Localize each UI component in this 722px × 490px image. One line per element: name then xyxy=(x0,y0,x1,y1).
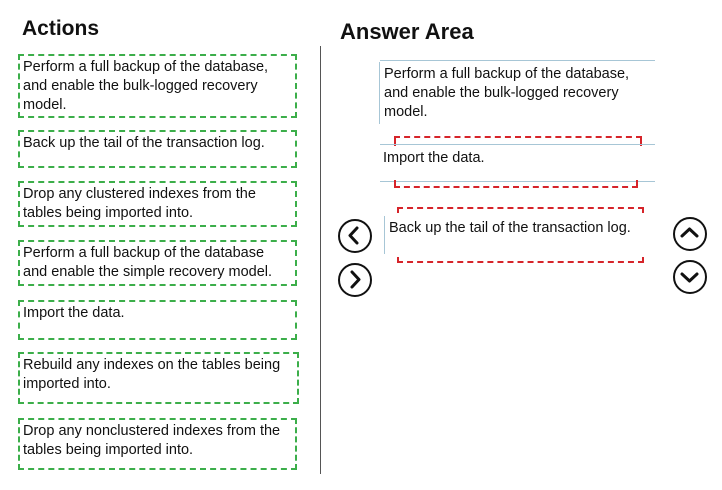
action-item-import-data[interactable] xyxy=(18,300,297,340)
action-item-label: Back up the tail of the transaction log. xyxy=(23,135,265,151)
action-item-label: Perform a full backup of the database, and enable the bulk-logged recovery model. xyxy=(23,59,269,113)
drop-target-outline xyxy=(394,180,638,188)
chevron-down-circle-icon xyxy=(675,262,704,291)
answer-item-label: Perform a full backup of the database, and enable the bulk-logged recovery model. xyxy=(384,66,630,120)
answer-area-heading: Answer Area xyxy=(340,19,474,44)
action-item-label: Import the data. xyxy=(23,305,125,321)
answer-separator xyxy=(380,60,655,61)
action-item-backup-tail-log[interactable] xyxy=(18,130,297,168)
answer-item-import-data[interactable] xyxy=(379,146,655,180)
answer-separator xyxy=(380,144,655,145)
action-item-drop-clustered-indexes[interactable] xyxy=(18,181,297,227)
chevron-left-circle-icon xyxy=(340,221,369,250)
move-right-button[interactable] xyxy=(338,263,372,297)
action-item-drop-nonclustered-indexes[interactable] xyxy=(18,418,297,470)
move-up-button[interactable] xyxy=(673,217,707,251)
panel-divider xyxy=(320,46,321,474)
action-item-label: Drop any clustered indexes from the tables being imported into. xyxy=(23,186,256,221)
answer-item-backup-tail-log[interactable] xyxy=(384,216,660,254)
move-down-button[interactable] xyxy=(673,260,707,294)
answer-item-full-backup-bulk-logged[interactable] xyxy=(379,62,655,124)
action-item-full-backup-bulk-logged[interactable] xyxy=(18,54,297,118)
chevron-up-circle-icon xyxy=(675,219,704,248)
answer-item-label: Back up the tail of the transaction log. xyxy=(389,220,631,236)
action-item-label: Drop any nonclustered indexes from the tables being imported into. xyxy=(23,423,281,458)
actions-heading: Actions xyxy=(22,17,100,40)
action-item-full-backup-simple[interactable] xyxy=(18,240,297,286)
move-left-button[interactable] xyxy=(338,219,372,253)
action-item-rebuild-indexes[interactable] xyxy=(18,352,299,404)
action-item-label: Rebuild any indexes on the tables being imported into. xyxy=(23,357,281,392)
action-item-label: Perform a full backup of the database and enable the simple recovery model. xyxy=(23,245,273,280)
chevron-right-circle-icon xyxy=(340,265,369,294)
answer-item-label: Import the data. xyxy=(383,150,485,166)
